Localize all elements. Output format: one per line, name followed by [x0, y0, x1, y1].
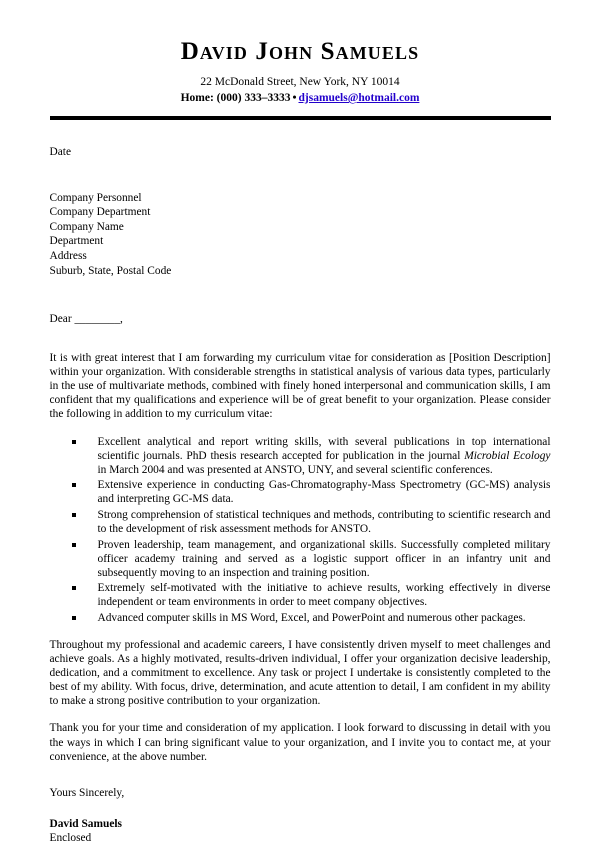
bullet-text-before: Extensive experience in conducting Gas-Chromatography-Mass Spectrometry (GC-MS) analysis and interpreting GC-MS data. — [97, 479, 551, 506]
bullet-text-before: Proven leadership, team management, and organizational skills. Successfully completed military officer academy training and served as a logistic support officer in an infantry unit and subsequently moving to an inspection and training position. — [97, 538, 551, 579]
sender-phone: Home: (000) 333–3333 — [180, 92, 291, 105]
list-item — [72, 478, 551, 506]
signature-name: David Samuels — [49, 817, 122, 830]
opening-paragraph: It is with great interest that I am forwarding my curriculum vitae for consideration as [Position Description] within your organization. With considerable strengths in statistical analysis of various data types, particularly in the use of multivariate methods, combined with finely honed interpersonal and communication skills, I am confident that my qualifications and experience will be of great benefit to your organization. Please consider the following in addition to my curriculum vitae: — [49, 352, 551, 421]
list-item — [72, 538, 551, 580]
list-item — [72, 581, 551, 609]
letterhead — [0, 0, 600, 120]
letter-body — [50, 120, 551, 845]
list-item — [72, 611, 551, 625]
body-paragraph: Throughout my professional and academic careers, I have consistently driven myself to meet challenges and achieve goals. As a highly motivated, results-driven individual, I offer your organization decisive leadership, dedication, and a commitment to excellence. Any task or project I undertake is consistently completed to the best of my ability. With focus, drive, determination, and acute attention to detail, I am confident in my ability to make a strong positive contribution to your organization. — [49, 639, 551, 708]
qualification-list — [50, 435, 551, 626]
sender-address: 22 McDonald Street, New York, NY 10014 — [200, 75, 400, 88]
recipient-line: Suburb, State, Postal Code — [49, 264, 172, 277]
bullet-text-before: Extremely self-motivated with the initiative to achieve results, working effectively in diverse independent or team environments in order to meet company objectives. — [97, 582, 551, 609]
recipient-line: Department — [49, 235, 104, 248]
enclosure-note: Enclosed — [49, 832, 92, 845]
sender-contact-line — [0, 91, 600, 107]
recipient-line: Company Name — [49, 220, 124, 233]
sender-email-link[interactable]: djsamuels@hotmail.com — [298, 92, 420, 105]
bullet-text-before: Strong comprehension of statistical techniques and methods, contributing to scientific research and to the development of risk assessment methods for ANSTO. — [97, 508, 551, 535]
salutation: Dear ________, — [49, 313, 123, 326]
bullet-text-italic: Microbial Ecology — [464, 449, 551, 462]
closing-salutation: Yours Sincerely, — [49, 786, 125, 799]
sender-name: David John Samuels — [180, 38, 420, 65]
recipient-address-block — [50, 191, 551, 279]
recipient-line: Company Personnel — [49, 191, 142, 204]
list-item — [72, 508, 551, 536]
contact-separator: • — [292, 92, 297, 105]
date-line: Date — [49, 145, 72, 158]
thank-you-paragraph: Thank you for your time and consideration of my application. I look forward to discussing in detail with you the ways in which I can bring significant value to your organization, and I invite you to contact me, at your convenience, at the above number. — [49, 722, 551, 763]
recipient-line: Company Department — [49, 206, 151, 219]
list-item — [72, 435, 551, 477]
recipient-line: Address — [49, 249, 87, 262]
bullet-text-before: Excellent analytical and report writing skills, with several publications in top international scientific journals. PhD thesis research accepted for publication in the journal — [97, 435, 551, 462]
bullet-text-before: Advanced computer skills in MS Word, Excel, and PowerPoint and numerous other packages. — [97, 611, 526, 624]
bullet-text-after: in March 2004 and was presented at ANSTO, UNY, and several scientific conferences. — [97, 463, 493, 476]
